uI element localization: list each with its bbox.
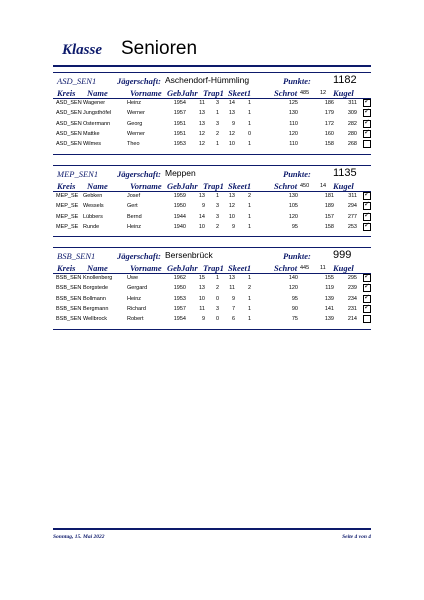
team-points: 999	[333, 249, 352, 261]
table-row	[0, 128, 424, 141]
schrot-cell: 120	[288, 285, 298, 292]
skeet1-hits-cell: 9	[231, 223, 235, 230]
skeet1-extra-cell: 1	[247, 275, 251, 281]
trap1-hits-cell: 11	[199, 305, 205, 312]
jaegerschaft-name: Bersenbrück	[165, 250, 213, 260]
schrot-total: 450	[300, 183, 310, 189]
trap1-hits-cell: 14	[198, 213, 205, 220]
name-cell: Borgstede	[83, 285, 109, 292]
punkte-label: Punkte:	[283, 251, 311, 261]
skeet1-header: Skeet1	[228, 263, 252, 273]
skeet1-header: Skeet1	[228, 181, 252, 191]
trap1-hits-cell: 9	[201, 316, 205, 323]
team-points: 1135	[333, 167, 357, 179]
schrot-cell: 130	[288, 110, 298, 117]
name-cell: Bergmann	[83, 305, 109, 312]
skeet1-hits-cell: 6	[231, 316, 235, 323]
gebjahr-cell: 1953	[173, 295, 186, 302]
gebjahr-header: GebJahr	[167, 88, 198, 98]
vorname-cell: Georg	[127, 120, 143, 127]
schrot-header: Schrot	[274, 88, 298, 98]
skeet1-extra-cell: 1	[247, 295, 251, 302]
group-top-rule	[53, 72, 371, 73]
table-row	[0, 275, 424, 285]
group-header-rule	[53, 98, 371, 99]
table-row	[0, 110, 424, 120]
schrot-total: 485	[300, 90, 310, 96]
check-icon: ✓	[364, 128, 370, 136]
row-checkbox[interactable]	[363, 202, 371, 210]
schrot-cell: 95	[291, 223, 298, 230]
check-icon: ✓	[364, 221, 370, 229]
group-top-rule	[53, 247, 371, 248]
kreis-cell: BSB_SEN	[56, 275, 82, 281]
kugel-cell: 239	[347, 285, 357, 292]
vorname-cell: Gergard	[127, 285, 148, 292]
trap1-hits-cell: 12	[198, 141, 205, 148]
team-code: MEP_SEN1	[57, 169, 99, 179]
table-row	[0, 100, 424, 110]
trap1-extra-cell: 2	[215, 130, 219, 137]
table-row	[0, 293, 424, 306]
trap1-header: Trap1	[203, 181, 224, 191]
gebjahr-cell: 1957	[173, 110, 186, 117]
schrot-cell: 120	[288, 130, 298, 137]
kugel-cell: 282	[347, 120, 357, 127]
zwischen-cell: 119	[325, 285, 334, 292]
kreis-cell: ASD_SEN	[56, 141, 82, 148]
vorname-cell: Heinz	[127, 223, 142, 230]
klasse-label: Klasse	[62, 42, 103, 58]
gebjahr-cell: 1954	[173, 316, 186, 323]
skeet1-extra-cell: 1	[247, 223, 251, 230]
skeet1-extra-cell: 1	[247, 316, 251, 323]
punkte-label: Punkte:	[283, 76, 311, 86]
row-checkbox[interactable]	[363, 192, 371, 200]
name-header: Name	[87, 263, 108, 273]
row-checkbox[interactable]	[363, 140, 371, 148]
row-checkbox[interactable]	[363, 213, 371, 221]
row-checkbox[interactable]	[363, 274, 371, 282]
skeet1-extra-cell: 0	[247, 130, 251, 137]
name-cell: Bollmann	[83, 295, 106, 302]
trap1-hits-cell: 13	[198, 110, 205, 117]
group-top-rule	[53, 165, 371, 166]
row-checkbox[interactable]	[363, 109, 371, 117]
gebjahr-header: GebJahr	[167, 181, 198, 191]
kugel-cell: 214	[347, 316, 357, 323]
skeet1-hits-cell: 13	[228, 275, 235, 281]
trap1-hits-cell: 13	[198, 193, 205, 199]
table-row	[0, 285, 424, 295]
jaegerschaft-label: Jägerschaft:	[117, 251, 161, 261]
table-row	[0, 203, 424, 213]
schrot-cell: 95	[291, 295, 298, 302]
kugel-cell: 231	[347, 305, 357, 312]
vorname-header: Vorname	[130, 88, 162, 98]
schrot-cell: 110	[289, 141, 298, 148]
vorname-cell: Robert	[127, 316, 144, 323]
kugel-cell: 253	[347, 223, 357, 230]
schrot-cell: 105	[288, 203, 298, 210]
vorname-header: Vorname	[130, 263, 162, 273]
vorname-cell: Heinz	[127, 295, 142, 302]
trap1-header: Trap1	[203, 88, 224, 98]
team-code: ASD_SEN1	[57, 76, 97, 86]
kugel-cell: 309	[347, 110, 357, 117]
trap1-extra-cell: 3	[215, 120, 219, 127]
kugel-cell: 295	[347, 275, 357, 281]
kugel-cell: 280	[347, 130, 357, 137]
zwischen-cell: 158	[324, 141, 334, 148]
kreis-header: Kreis	[57, 88, 76, 98]
skeet1-hits-cell: 13	[228, 193, 235, 199]
schrot-header: Schrot	[274, 181, 298, 191]
table-row	[0, 316, 424, 326]
table-row	[0, 118, 424, 131]
name-cell: Runde	[83, 223, 100, 230]
kugel-cell: 294	[347, 203, 357, 210]
zwischen-cell: 160	[324, 130, 334, 137]
trap1-extra-cell: 1	[215, 110, 219, 117]
trap1-hits-cell: 12	[198, 130, 205, 137]
jaegerschaft-label: Jägerschaft:	[117, 169, 161, 179]
table-row	[0, 141, 424, 151]
kugel-cell: 268	[347, 141, 357, 148]
check-icon: ✓	[364, 273, 370, 280]
check-icon: ✓	[364, 293, 370, 301]
kreis-cell: MEP_SE	[56, 223, 79, 230]
row-checkbox[interactable]	[363, 223, 371, 231]
skeet1-hits-cell: 9	[231, 295, 235, 302]
gebjahr-cell: 1951	[173, 130, 186, 137]
trap1-extra-cell: 1	[215, 275, 219, 281]
gebjahr-cell: 1954	[173, 100, 186, 106]
schrot-cell: 75	[291, 316, 298, 323]
row-checkbox[interactable]	[363, 295, 371, 303]
team-code: BSB_SEN1	[57, 251, 96, 261]
kreis-header: Kreis	[57, 181, 76, 191]
team-points: 1182	[333, 74, 357, 86]
name-cell: Mattke	[83, 130, 100, 137]
table-row	[0, 211, 424, 224]
trap1-hits-cell: 13	[198, 285, 205, 292]
name-cell: Gebken	[83, 193, 103, 199]
row-checkbox[interactable]	[363, 99, 371, 107]
vorname-cell: Josef	[127, 193, 141, 199]
trap1-hits-cell: 9	[201, 203, 205, 210]
row-checkbox[interactable]	[363, 305, 371, 313]
vorname-cell: Heinz	[127, 100, 142, 106]
schrot-cell: 120	[288, 213, 298, 220]
skeet1-hits-cell: 14	[228, 100, 235, 106]
skeet1-extra-cell: 1	[247, 100, 251, 106]
kreis-cell: BSB_SEN	[56, 285, 82, 292]
name-cell: Lübbers	[83, 213, 103, 220]
check-icon: ✓	[364, 191, 370, 198]
table-row	[0, 221, 424, 234]
skeet1-extra-cell: 1	[247, 305, 251, 312]
gebjahr-cell: 1944	[173, 213, 186, 220]
vorname-header: Vorname	[130, 181, 162, 191]
trap1-extra-cell: 0	[215, 295, 219, 302]
trap1-hits-cell: 13	[198, 120, 205, 127]
skeet1-extra-cell: 1	[247, 213, 251, 220]
gebjahr-cell: 1962	[173, 275, 186, 281]
gebjahr-cell: 1953	[173, 141, 186, 148]
trap1-extra-cell: 2	[215, 285, 219, 292]
group-bottom-rule	[53, 236, 371, 237]
vorname-cell: Uwe	[127, 275, 139, 281]
zwischen-cell: 139	[324, 316, 334, 323]
footer-page: Seite 4 von 4	[342, 534, 371, 540]
skeet1-header: Skeet1	[228, 88, 252, 98]
skeet1-hits-cell: 12	[228, 203, 235, 210]
gebjahr-cell: 1959	[173, 193, 186, 199]
skeet1-hits-cell: 11	[229, 285, 235, 292]
zwischen-cell: 139	[324, 295, 334, 302]
table-row	[0, 193, 424, 203]
kugel-cell: 311	[348, 193, 357, 199]
jaegerschaft-name: Meppen	[165, 168, 196, 178]
gebjahr-cell: 1951	[173, 120, 186, 127]
trap1-extra-cell: 0	[215, 316, 219, 323]
kugel-header: Kugel	[333, 181, 354, 191]
check-icon: ✓	[364, 118, 370, 126]
trap1-extra-cell: 3	[215, 203, 219, 210]
gebjahr-cell: 1957	[173, 305, 186, 312]
gebjahr-cell: 1950	[173, 203, 186, 210]
kugel-count: 11	[320, 265, 326, 271]
kreis-cell: ASD_SEN	[56, 100, 82, 106]
group-header-rule	[53, 191, 371, 192]
trap1-extra-cell: 1	[215, 141, 219, 148]
jaegerschaft-name: Aschendorf-Hümmling	[165, 75, 250, 85]
trap1-extra-cell: 3	[215, 213, 219, 220]
row-checkbox[interactable]	[363, 315, 371, 323]
kugel-cell: 234	[347, 295, 357, 302]
footer-rule	[53, 528, 371, 530]
kreis-cell: MEP_SE	[56, 203, 79, 210]
zwischen-cell: 155	[324, 275, 334, 281]
row-checkbox[interactable]	[363, 120, 371, 128]
schrot-total: 445	[300, 265, 310, 271]
vorname-cell: Bernd	[127, 213, 142, 220]
kreis-cell: BSB_SEN	[56, 295, 82, 302]
klasse-value: Senioren	[121, 38, 198, 59]
skeet1-hits-cell: 10	[228, 141, 235, 148]
trap1-hits-cell: 11	[199, 100, 205, 106]
row-checkbox[interactable]	[363, 130, 371, 138]
trap1-hits-cell: 10	[198, 295, 205, 302]
kreis-cell: ASD_SEN	[56, 110, 82, 117]
zwischen-cell: 141	[324, 305, 334, 312]
check-icon: ✓	[364, 98, 370, 105]
kreis-cell: MEP_SE	[56, 193, 79, 199]
kugel-count: 14	[320, 183, 327, 189]
vorname-cell: Gert	[127, 203, 138, 210]
zwischen-cell: 172	[324, 120, 334, 127]
trap1-extra-cell: 1	[215, 193, 219, 199]
schrot-cell: 110	[289, 120, 298, 127]
group-header-rule	[53, 273, 371, 274]
kugel-cell: 311	[348, 100, 357, 106]
jaegerschaft-label: Jägerschaft:	[117, 76, 161, 86]
skeet1-extra-cell: 1	[247, 120, 251, 127]
gebjahr-cell: 1950	[173, 285, 186, 292]
schrot-cell: 130	[288, 193, 298, 199]
trap1-extra-cell: 2	[215, 223, 219, 230]
kreis-cell: ASD_SEN	[56, 120, 82, 127]
kugel-header: Kugel	[333, 88, 354, 98]
skeet1-extra-cell: 2	[247, 285, 251, 292]
name-cell: Wessels	[83, 203, 104, 210]
zwischen-cell: 179	[324, 110, 334, 117]
check-icon: ✓	[364, 108, 370, 116]
row-checkbox[interactable]	[363, 284, 371, 292]
check-icon: ✓	[364, 303, 370, 311]
footer-date: Sonntag, 15. Mai 2022	[53, 534, 105, 540]
table-row	[0, 303, 424, 316]
name-header: Name	[87, 88, 108, 98]
trap1-extra-cell: 3	[215, 305, 219, 312]
kreis-cell: MEP_SE	[56, 213, 79, 220]
kreis-cell: BSB_SEN	[56, 305, 82, 312]
kreis-header: Kreis	[57, 263, 76, 273]
schrot-header: Schrot	[274, 263, 298, 273]
kreis-cell: BSB_SEN	[56, 316, 82, 323]
trap1-header: Trap1	[203, 263, 224, 273]
name-cell: Wagener	[83, 100, 106, 106]
skeet1-extra-cell: 1	[247, 203, 251, 210]
group-bottom-rule	[53, 154, 371, 155]
vorname-cell: Richard	[127, 305, 146, 312]
skeet1-hits-cell: 10	[228, 213, 235, 220]
trap1-extra-cell: 3	[215, 100, 219, 106]
vorname-cell: Werner	[127, 110, 145, 117]
gebjahr-cell: 1940	[173, 223, 186, 230]
name-header: Name	[87, 181, 108, 191]
schrot-cell: 90	[291, 305, 298, 312]
vorname-cell: Theo	[127, 141, 140, 148]
trap1-hits-cell: 15	[198, 275, 205, 281]
name-cell: Wellbrock	[83, 316, 108, 323]
vorname-cell: Werner	[127, 130, 145, 137]
name-cell: Wilmes	[83, 141, 102, 148]
check-icon: ✓	[364, 211, 370, 219]
kugel-count: 12	[320, 90, 327, 96]
check-icon: ✓	[364, 283, 370, 291]
kugel-cell: 277	[347, 213, 357, 220]
punkte-label: Punkte:	[283, 169, 311, 179]
skeet1-hits-cell: 9	[231, 120, 235, 127]
header-rule	[53, 65, 371, 67]
skeet1-hits-cell: 13	[228, 110, 235, 117]
name-cell: Knollenberg	[83, 275, 113, 281]
trap1-hits-cell: 10	[198, 223, 205, 230]
check-icon: ✓	[364, 201, 370, 209]
schrot-cell: 125	[288, 100, 298, 106]
gebjahr-header: GebJahr	[167, 263, 198, 273]
skeet1-hits-cell: 7	[231, 305, 235, 312]
skeet1-extra-cell: 1	[247, 141, 251, 148]
kreis-cell: ASD_SEN	[56, 130, 82, 137]
kugel-header: Kugel	[333, 263, 354, 273]
name-cell: Jungsthöfel	[83, 110, 112, 117]
group-bottom-rule	[53, 329, 371, 330]
schrot-cell: 140	[288, 275, 298, 281]
skeet1-extra-cell: 1	[247, 110, 251, 117]
zwischen-cell: 189	[324, 203, 334, 210]
zwischen-cell: 157	[324, 213, 334, 220]
name-cell: Ostermann	[83, 120, 111, 127]
zwischen-cell: 158	[324, 223, 334, 230]
zwischen-cell: 186	[324, 100, 334, 106]
skeet1-extra-cell: 2	[247, 193, 251, 199]
zwischen-cell: 181	[324, 193, 334, 199]
skeet1-hits-cell: 12	[228, 130, 235, 137]
